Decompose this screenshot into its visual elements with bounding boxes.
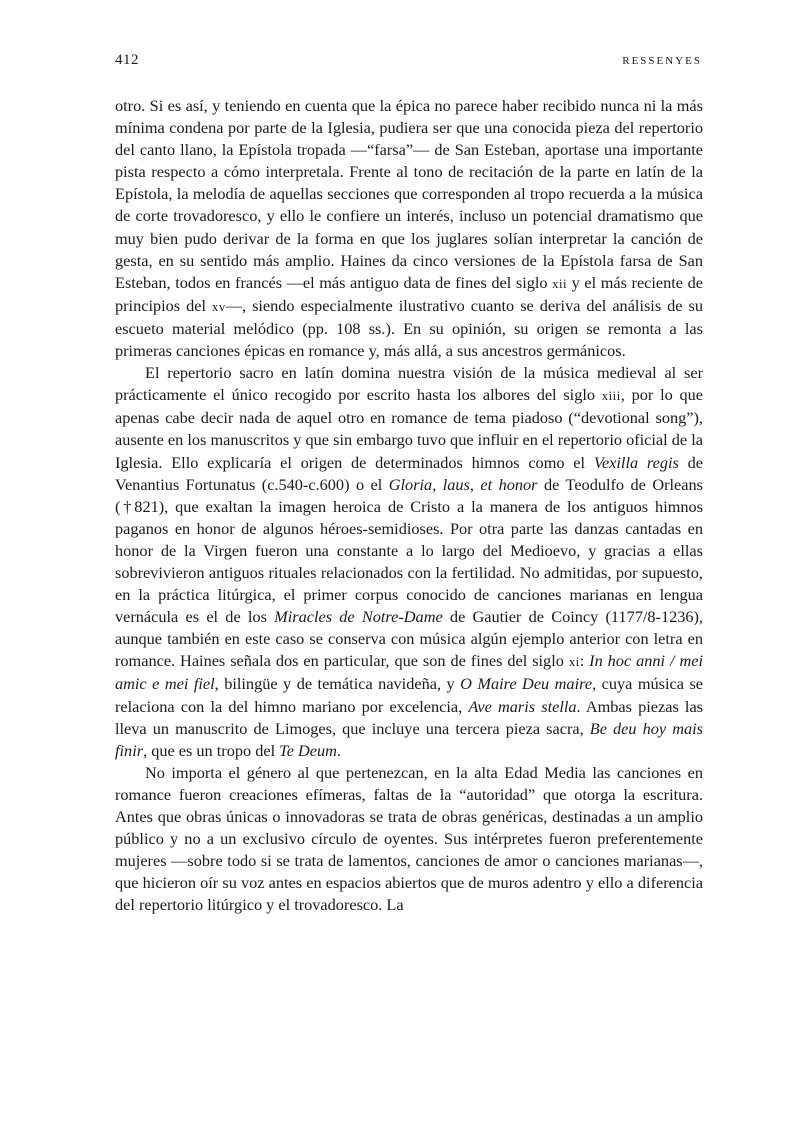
text-run: : (579, 651, 590, 671)
italic-title: In hoc anni / mei amic e mei fiel (115, 651, 703, 694)
paragraph (115, 95, 703, 362)
italic-title: Miracles de Notre-Dame (274, 607, 443, 627)
paragraph (115, 762, 703, 917)
text-run: de Gautier de Coincy (1177/8-1236), aunque también en este caso se conserva con música algún ejemplo anterior con letra en romance. Haines señala dos en particular, que son de fines del siglo (115, 607, 703, 671)
text-run: de Venantius Fortunatus (c.540-c.600) o el (115, 452, 703, 494)
small-caps-numeral: xiii (601, 389, 621, 404)
italic-title: Gloria, laus, et honor (388, 474, 538, 494)
italic-title: Be deu hoy mais finir (115, 718, 704, 760)
small-caps-numeral: xi (568, 655, 580, 670)
text-run: , por lo que apenas cabe decir nada de aquel otro en romance de tema piadoso (“devotional song”), ausente en los manuscritos y que sin embargo tuvo que influir en el repertorio oficial de la Iglesia. Ello explicaría el origen de determinados himnos como el (115, 385, 704, 472)
text-run: El repertorio sacro en latín domina nuestra visión de la música medieval al ser prácticamente el único recogido por escrito hasta los albores del siglo (115, 363, 703, 405)
paragraph (115, 362, 703, 762)
body-text (115, 95, 703, 916)
running-head: RESSENYES (622, 55, 702, 67)
text-run: , que es un tropo del (143, 740, 280, 760)
text-run: . Ambas piezas las lleva un manuscrito de Limoges, que incluye una tercera pieza sacra, (115, 696, 704, 738)
text-run: y el más reciente de principios del (115, 272, 703, 315)
italic-title: Ave maris stella (468, 696, 577, 716)
italic-title: O Maire Deu maire (460, 674, 593, 694)
text-run: No importa el género al que pertenezcan, en la alta Edad Media las canciones en romance fueron creaciones efímeras, faltas de la “autoridad” que otorga la escritura. Antes que obras únicas o innovadoras se trata de obras genéricas, destinadas a un amplio público y no a un exclusivo círculo de oyentes. Sus intérpretes fueron preferentemente mujeres —sobre todo si se trata de lamentos, canciones de amor o canciones marianas—, que hicieron oír su voz antes en espacios abiertos que de muros adentro y ello a diferencia del repertorio litúrgico y el trovadoresco. La (115, 762, 703, 915)
small-caps-numeral: xii (552, 276, 568, 291)
text-run: , bilingüe y de temática navideña, y (214, 674, 461, 694)
text-run: otro. Si es así, y teniendo en cuenta que la épica no parece haber recibido nunca ni la más mínima condena por parte de la Iglesia, pudiera ser que una conocida pieza del repertorio del canto llano, la Epístola tropada —“farsa”— de San Esteban, aportase una importante pista respecto a cómo interpretala. Frente al tono de recitación de la parte en latín de la Epístola, la melodía de aquellas secciones que corresponden al tropo recuerda a la música de corte trovadoresco, y ello le confiere un interés, incluso un potencial dramatismo que muy bien pudo derivar de la forma en que los juglares solían interpretar la canción de gesta, en su sentido más amplio. Haines da cinco versiones de la Epístola farsa de San Esteban, todos en francés —el más antiguo data de fines del siglo (115, 96, 703, 292)
italic-title: Vexilla regis (593, 452, 679, 472)
text-run: de Teodulfo de Orleans (†821), que exaltan la imagen heroica de Cristo a la manera de los antiguos himnos paganos en honor de algunos héroes-semidioses. Por otra parte las danzas cantadas en honor de la Virgen fueron una constante a lo largo del Medioevo, y gracias a ellas sobrevivieron antiguos rituales relacionados con la fertilidad. No admitidas, por supuesto, en la práctica litúrgica, el primer corpus conocido de canciones marianas en lengua vernácula es el de los (115, 474, 703, 627)
italic-title: Te Deum (279, 740, 337, 760)
text-run: —, siendo especialmente ilustrativo cuanto se deriva del análisis de su escueto material melódico (pp. 108 ss.). En su opinión, su origen se remonta a las primeras canciones épicas en romance y, más allá, a sus ancestros germánicos. (115, 295, 703, 361)
text-run: . (336, 740, 341, 760)
page-number: 412 (115, 52, 139, 68)
small-caps-numeral: xv (212, 299, 226, 314)
text-run: , cuya música se relaciona con la del himno mariano por excelencia, (115, 674, 704, 716)
